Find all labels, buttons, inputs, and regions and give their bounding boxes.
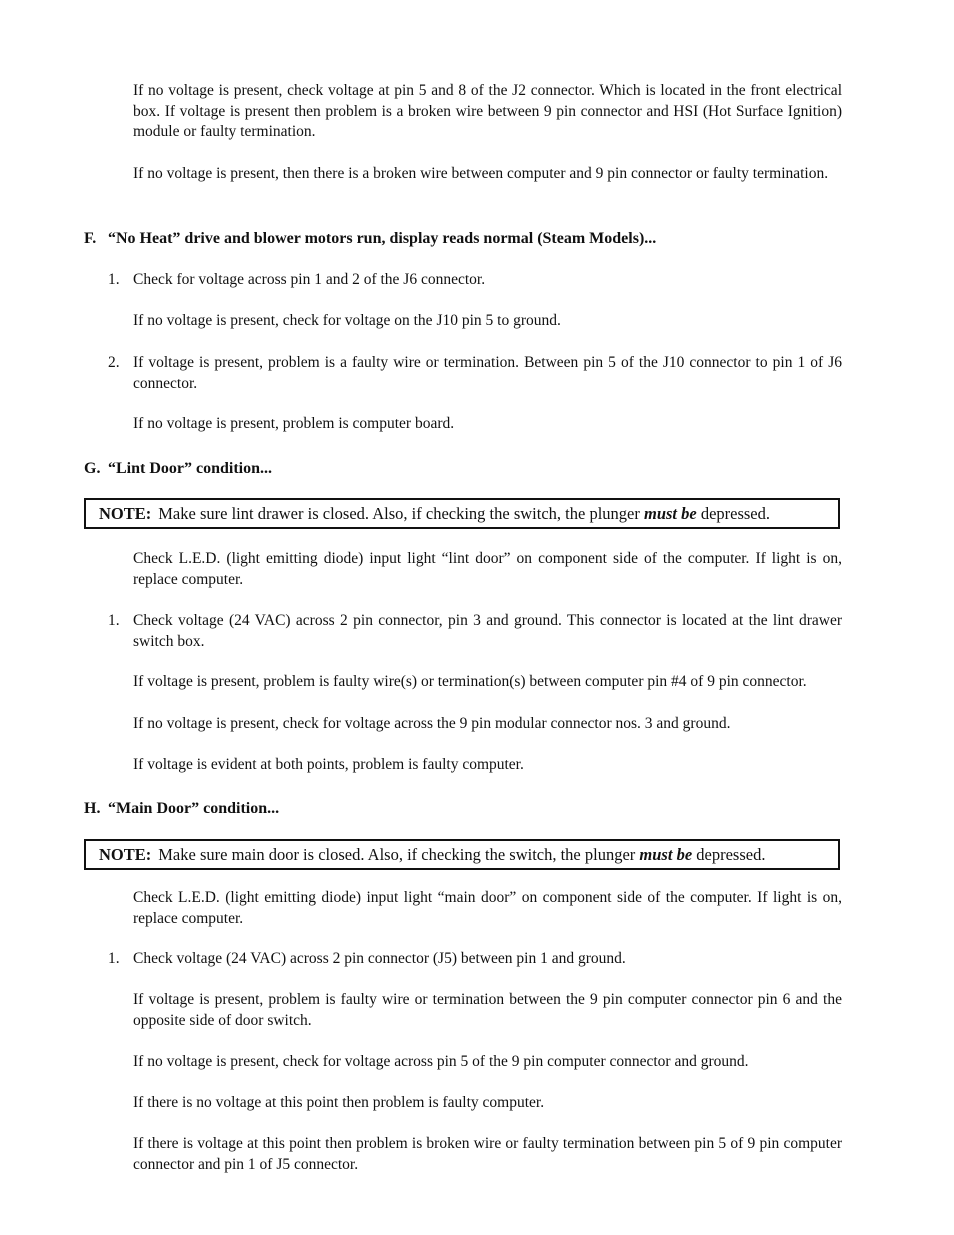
note-emphasis: must be (639, 845, 693, 864)
section-f-heading (84, 229, 656, 249)
section-h-sub-4: If there is voltage at this point then problem is broken wire or faulty termination between pin 5 of 9 pin computer connector and pin 1 of J5 connector. (133, 1135, 842, 1173)
step-text: Check voltage (24 VAC) across 2 pin connector, pin 3 and ground. This connector is located at the lint drawer switch box. (133, 612, 842, 650)
section-f-step-2-note: If no voltage is present, problem is computer board. (133, 415, 455, 432)
step-number: 1. (108, 612, 120, 629)
section-h-letter: H. (84, 800, 101, 817)
note-text-end: depressed. (696, 504, 771, 523)
section-g-note-box (84, 498, 840, 529)
section-g-sub-2: If no voltage is present, check for voltage across the 9 pin modular connector nos. 3 and ground. (133, 715, 731, 732)
continuation-paragraph-2: If no voltage is present, then there is a broken wire between computer and 9 pin connector or faulty termination. (133, 165, 829, 182)
section-g-heading (84, 459, 272, 479)
step-number: 1. (108, 271, 120, 288)
section-f-step-1 (108, 270, 842, 291)
section-g-sub-1: If voltage is present, problem is faulty wire(s) or termination(s) between computer pin #4 of 9 pin connector. (133, 673, 807, 690)
section-f-step-2 (108, 353, 842, 394)
section-g-step-1 (108, 611, 842, 652)
section-h-led-check: Check L.E.D. (light emitting diode) input light “main door” on component side of the computer. If light is on, replace computer. (133, 889, 842, 927)
section-g-sub-3: If voltage is evident at both points, problem is faulty computer. (133, 756, 524, 773)
continuation-paragraph-1: If no voltage is present, check voltage at pin 5 and 8 of the J2 connector. Which is located in the front electrical box. If voltage is present then problem is a broken wire between 9 pin connector and HSI (Hot Surface Ignition) module or faulty termination. (133, 82, 842, 140)
section-h-sub-2: If no voltage is present, check for voltage across pin 5 of the 9 pin computer connector and ground. (133, 1053, 749, 1070)
note-emphasis: must be (643, 504, 697, 523)
section-h-heading (84, 799, 279, 819)
section-g-letter: G. (84, 460, 101, 477)
note-text: Make sure lint drawer is closed. Also, if checking the switch, the plunger (158, 504, 644, 523)
section-g-title: “Lint Door” condition... (108, 460, 273, 477)
section-g-led-check: Check L.E.D. (light emitting diode) input light “lint door” on component side of the computer. If light is on, replace computer. (133, 550, 842, 588)
section-h-sub-1: If voltage is present, problem is faulty wire or termination between the 9 pin computer connector pin 6 and the opposite side of door switch. (133, 991, 842, 1029)
section-h-sub-3: If there is no voltage at this point then problem is faulty computer. (133, 1094, 545, 1111)
step-text: If voltage is present, problem is a faulty wire or termination. Between pin 5 of the J10 connector to pin 1 of J6 connector. (133, 354, 842, 392)
note-label: NOTE: (99, 504, 152, 523)
step-number: 1. (108, 950, 120, 967)
section-h-title: “Main Door” condition... (108, 800, 280, 817)
section-h-step-1 (108, 949, 842, 970)
section-f-title: “No Heat” drive and blower motors run, display reads normal (Steam Models)... (108, 230, 657, 247)
step-text: Check voltage (24 VAC) across 2 pin connector (J5) between pin 1 and ground. (133, 950, 626, 967)
step-text: Check for voltage across pin 1 and 2 of the J6 connector. (133, 271, 486, 288)
section-h-note-box (84, 839, 840, 870)
note-label: NOTE: (99, 845, 152, 864)
section-f-step-1-note: If no voltage is present, check for voltage on the J10 pin 5 to ground. (133, 312, 561, 329)
step-number: 2. (108, 354, 120, 371)
note-text: Make sure main door is closed. Also, if checking the switch, the plunger (158, 845, 640, 864)
note-text-end: depressed. (692, 845, 766, 864)
section-f-letter: F. (84, 230, 97, 247)
